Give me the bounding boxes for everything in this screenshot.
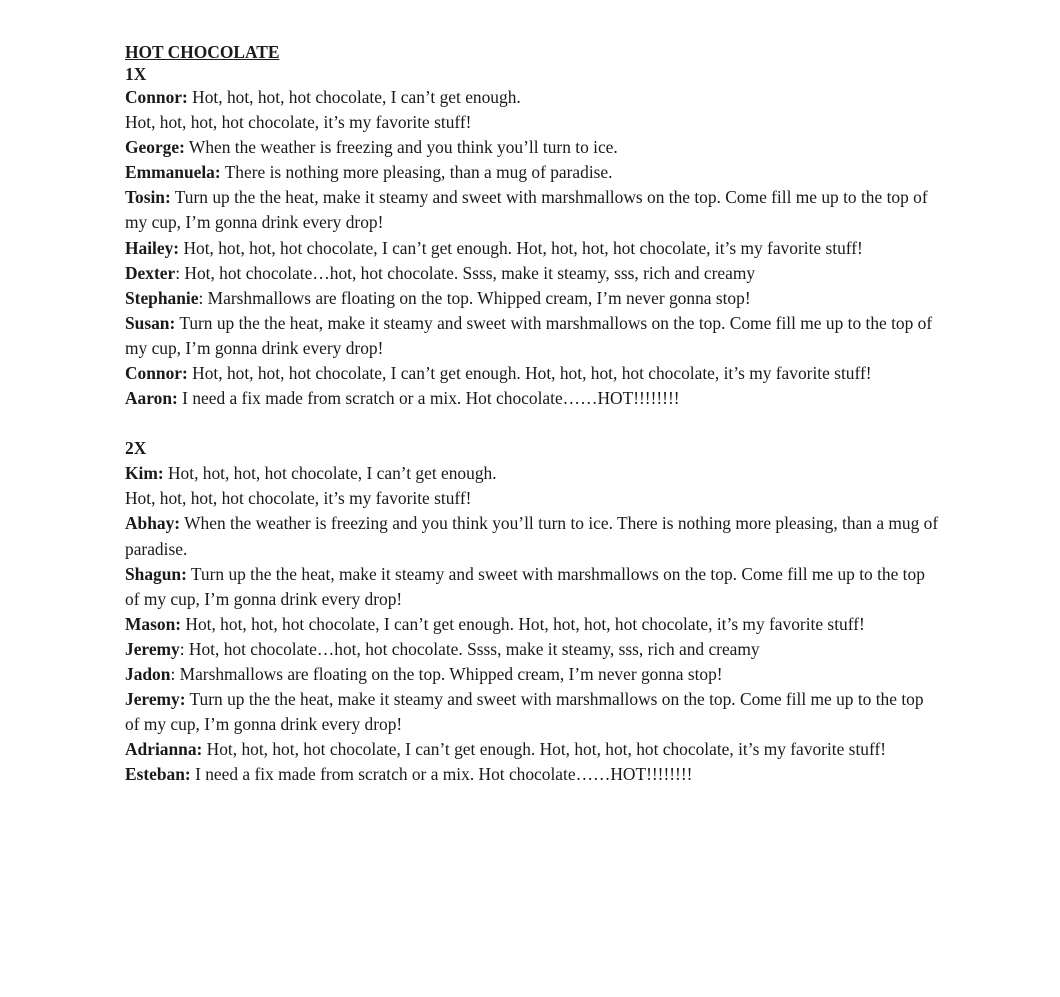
script-line: [125, 662, 940, 687]
script-line: [125, 486, 940, 511]
script-line: [125, 261, 940, 286]
line-text: Turn up the the heat, make it steamy and sweet with marshmallows on the top. Come fill me up to the top of my cup, I’m gonna drink every drop!: [125, 187, 928, 233]
line-text: Hot, hot, hot, hot chocolate, it’s my favorite stuff!: [125, 112, 472, 133]
line-text: When the weather is freezing and you think you’ll turn to ice. There is nothing more pleasing, than a mug of paradise.: [125, 513, 939, 559]
script-line: [125, 737, 940, 762]
script-line: [125, 461, 940, 486]
section-label: 2X: [125, 438, 147, 459]
line-text: Turn up the the heat, make it steamy and sweet with marshmallows on the top. Come fill me up to the top of my cup, I’m gonna drink every drop!: [125, 312, 933, 358]
speaker-name: Kim:: [125, 463, 164, 484]
line-text: : Marshmallows are floating on the top. Whipped cream, I’m never gonna stop!: [198, 287, 751, 308]
speaker-name: Aaron:: [125, 388, 178, 409]
script-line: [125, 85, 940, 110]
line-text: Hot, hot, hot, hot chocolate, I can’t get enough. Hot, hot, hot, hot chocolate, it’s my favorite stuff!: [179, 237, 863, 258]
line-text: : Marshmallows are floating on the top. Whipped cream, I’m never gonna stop!: [170, 663, 723, 684]
line-text: When the weather is freezing and you think you’ll turn to ice.: [184, 137, 618, 158]
speaker-name: Susan:: [125, 312, 176, 333]
script-line: [125, 637, 940, 662]
section-label: 1X: [125, 64, 147, 84]
line-text: I need a fix made from scratch or a mix. Hot chocolate……HOT!!!!!!!!: [190, 764, 693, 785]
script-line: [125, 185, 940, 235]
script-line: [125, 386, 940, 411]
line-text: : Hot, hot chocolate…hot, hot chocolate. Ssss, make it steamy, sss, rich and creamy: [179, 638, 760, 659]
section-2x: [125, 436, 940, 787]
document-title: HOT CHOCOLATE: [125, 42, 280, 62]
speaker-name: Emmanuela:: [125, 162, 221, 183]
script-line: [125, 160, 940, 185]
script-line: [125, 762, 940, 787]
speaker-name: George:: [125, 137, 185, 158]
script-line: [125, 562, 940, 612]
line-text: : Hot, hot chocolate…hot, hot chocolate. Ssss, make it steamy, sss, rich and creamy: [175, 262, 756, 283]
speaker-name: Connor:: [125, 363, 188, 384]
speaker-name: Dexter: [125, 262, 176, 283]
line-text: Hot, hot, hot, hot chocolate, it’s my favorite stuff!: [125, 488, 472, 509]
script-line: [125, 687, 940, 737]
speaker-name: Adrianna:: [125, 739, 203, 760]
line-text: Hot, hot, hot, hot chocolate, I can’t get enough.: [187, 87, 521, 107]
speaker-name: Jeremy:: [125, 689, 186, 710]
line-text: Turn up the the heat, make it steamy and sweet with marshmallows on the top. Come fill me up to the top of my cup, I’m gonna drink every drop!: [125, 563, 925, 609]
script-line: [125, 511, 940, 561]
speaker-name: Stephanie: [125, 287, 199, 308]
line-text: I need a fix made from scratch or a mix. Hot chocolate……HOT!!!!!!!!: [177, 388, 680, 409]
speaker-name: Shagun:: [125, 563, 187, 584]
speaker-name: Mason:: [125, 613, 182, 634]
line-text: Hot, hot, hot, hot chocolate, I can’t get enough.: [163, 463, 497, 484]
section-1x: [125, 63, 940, 411]
speaker-name: Jadon: [125, 663, 171, 684]
script-line: [125, 361, 940, 386]
document-page: [125, 42, 940, 787]
line-text: There is nothing more pleasing, than a mug of paradise.: [220, 162, 613, 183]
script-line: [125, 311, 940, 361]
speaker-name: Jeremy: [125, 638, 180, 659]
script-line: [125, 135, 940, 160]
line-text: Hot, hot, hot, hot chocolate, I can’t get enough. Hot, hot, hot, hot chocolate, it’s my favorite stuff!: [187, 363, 872, 384]
speaker-name: Hailey:: [125, 237, 180, 258]
speaker-name: Abhay:: [125, 513, 181, 534]
speaker-name: Tosin:: [125, 187, 171, 208]
script-line: [125, 110, 940, 135]
script-line: [125, 286, 940, 311]
script-line: [125, 236, 940, 261]
speaker-name: Connor:: [125, 87, 188, 107]
line-text: Hot, hot, hot, hot chocolate, I can’t get enough. Hot, hot, hot, hot chocolate, it’s my favorite stuff!: [181, 613, 865, 634]
line-text: Hot, hot, hot, hot chocolate, I can’t get enough. Hot, hot, hot, hot chocolate, it’s my favorite stuff!: [202, 739, 887, 760]
section-spacer: [125, 411, 940, 436]
script-line: [125, 612, 940, 637]
speaker-name: Esteban:: [125, 764, 191, 785]
line-text: Turn up the the heat, make it steamy and sweet with marshmallows on the top. Come fill me up to the top of my cup, I’m gonna drink every drop!: [125, 689, 924, 735]
